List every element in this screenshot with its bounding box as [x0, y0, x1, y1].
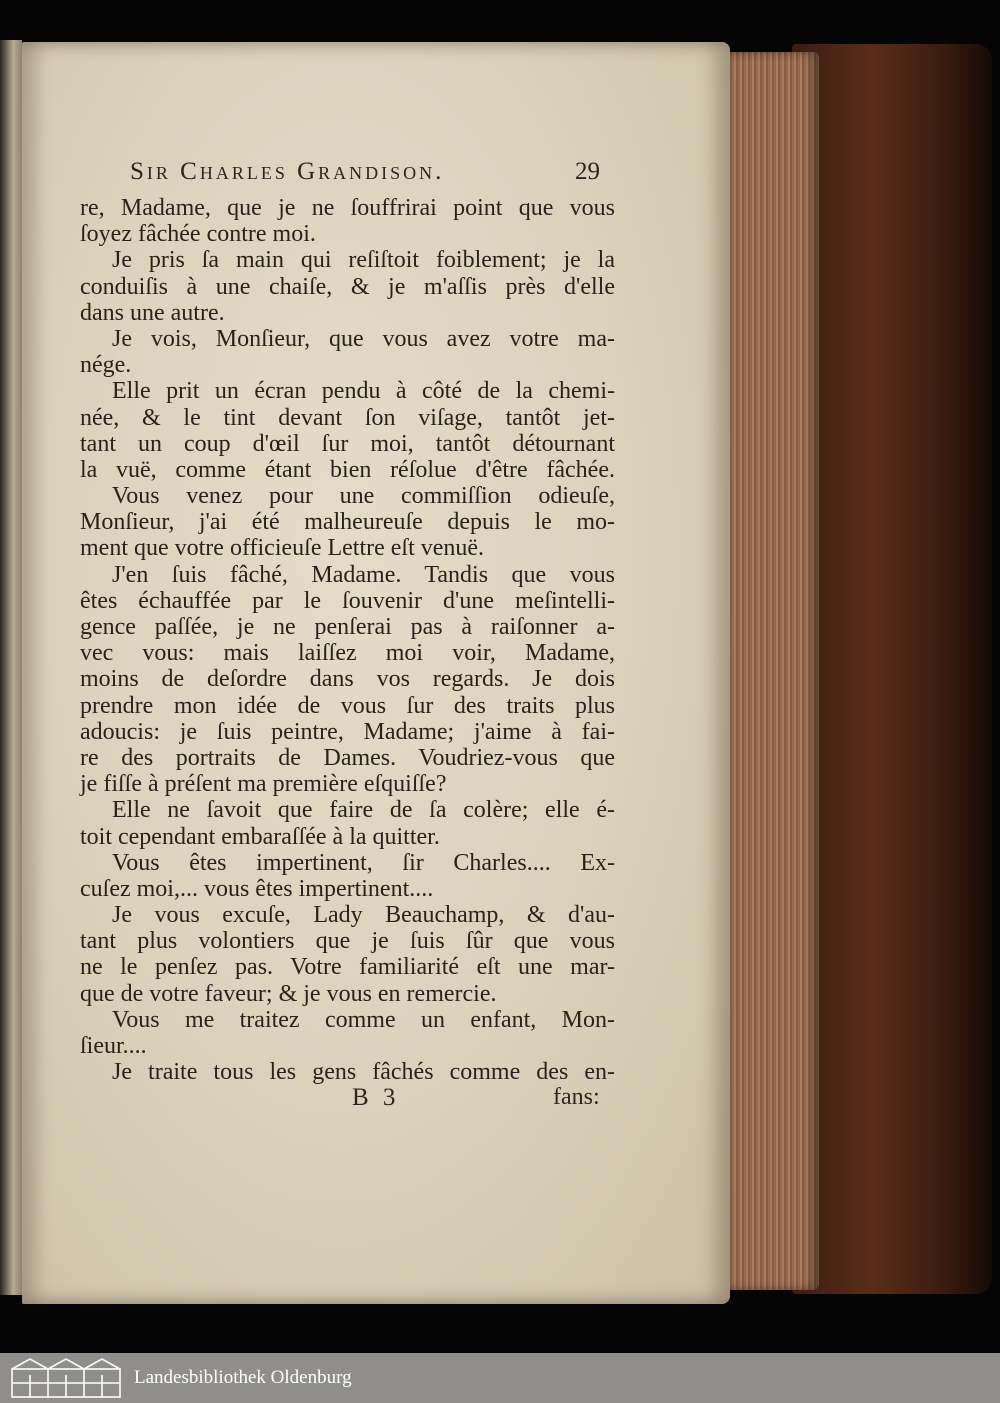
text-line: êtes échauffée par le ſouvenir d'une meſintelli-: [80, 587, 615, 614]
text-line: prendre mon idée de vous ſur des traits plus: [80, 692, 615, 719]
text-line: conduiſis à une chaiſe, & je m'aſſis près d'elle: [80, 273, 615, 300]
text-line: je fiſſe à préſent ma première eſquiſſe?: [80, 771, 447, 798]
text-line: ne le penſez pas. Votre familiarité eſt une mar-: [80, 954, 615, 981]
text-line: Vous êtes impertinent, ſir Charles.... Ex-: [112, 849, 615, 876]
signature-mark: B 3: [352, 1084, 400, 1111]
text-line: tant plus volontiers que je ſuis ſûr que vous: [80, 928, 615, 955]
text-line: ſieur....: [80, 1033, 147, 1059]
text-line: Je vois, Monſieur, que vous avez votre ma-: [112, 325, 615, 352]
text-line: J'en ſuis fâché, Madame. Tandis que vous: [112, 561, 615, 588]
text-line: que de votre faveur; & je vous en remercie.: [80, 980, 497, 1007]
facing-page-edge: [0, 40, 22, 1295]
text-line: adoucis: je ſuis peintre, Madame; j'aime à fai-: [80, 718, 615, 745]
text-line: cuſez moi,... vous êtes impertinent....: [80, 875, 434, 902]
library-name: Landesbibliothek Oldenburg: [134, 1367, 352, 1388]
page-body-text: [80, 195, 615, 1085]
text-line: moins de deſordre dans vos regards. Je dois: [80, 666, 615, 693]
text-line: dans une autre.: [80, 299, 225, 326]
running-header-title: Sir Charles Grandison.: [130, 158, 445, 185]
text-line: Monſieur, j'ai été malheureuſe depuis le mo-: [80, 509, 615, 536]
catchword: fans:: [553, 1084, 600, 1110]
book-cover: [792, 44, 992, 1294]
page-edges: [727, 52, 819, 1290]
text-line: Vous me traitez comme un enfant, Mon-: [112, 1006, 615, 1033]
text-line: tant un coup d'œil ſur moi, tantôt détournant: [80, 430, 615, 457]
page-number: 29: [575, 158, 600, 185]
text-line: Je vous excuſe, Lady Beauchamp, & d'au-: [112, 902, 615, 929]
text-line: re des portraits de Dames. Voudriez-vous que: [80, 744, 615, 771]
text-line: vec vous: mais laiſſez moi voir, Madame,: [80, 640, 615, 667]
text-line: nége.: [80, 352, 132, 379]
text-line: Elle ne ſavoit que faire de ſa colère; elle é-: [112, 797, 615, 824]
text-line: ment que votre officieuſe Lettre eſt venuë.: [80, 535, 485, 562]
text-line: née, & le tint devant ſon viſage, tantôt jet-: [80, 404, 615, 431]
text-line: re, Madame, que je ne ſouffrirai point que vous: [80, 195, 615, 221]
text-line: gence paſſée, je ne penſerai pas à raiſonner a-: [80, 614, 615, 640]
text-line: Je pris ſa main qui reſiſtoit foiblement; je la: [112, 247, 615, 274]
text-line: la vuë, comme étant bien réſolue d'être fâchée.: [80, 456, 615, 483]
text-line: toit cependant embaraſſée à la quitter.: [80, 823, 440, 850]
library-building-icon: [10, 1357, 122, 1399]
text-line: ſoyez fâchée contre moi.: [80, 221, 316, 248]
text-line: Vous venez pour une commiſſion odieuſe,: [112, 483, 615, 510]
text-line: Elle prit un écran pendu à côté de la chemi-: [112, 378, 615, 405]
text-line: Je traite tous les gens fâchés comme des en-: [112, 1059, 615, 1086]
running-header: [130, 158, 600, 188]
library-footer-bar: [0, 1353, 1000, 1403]
